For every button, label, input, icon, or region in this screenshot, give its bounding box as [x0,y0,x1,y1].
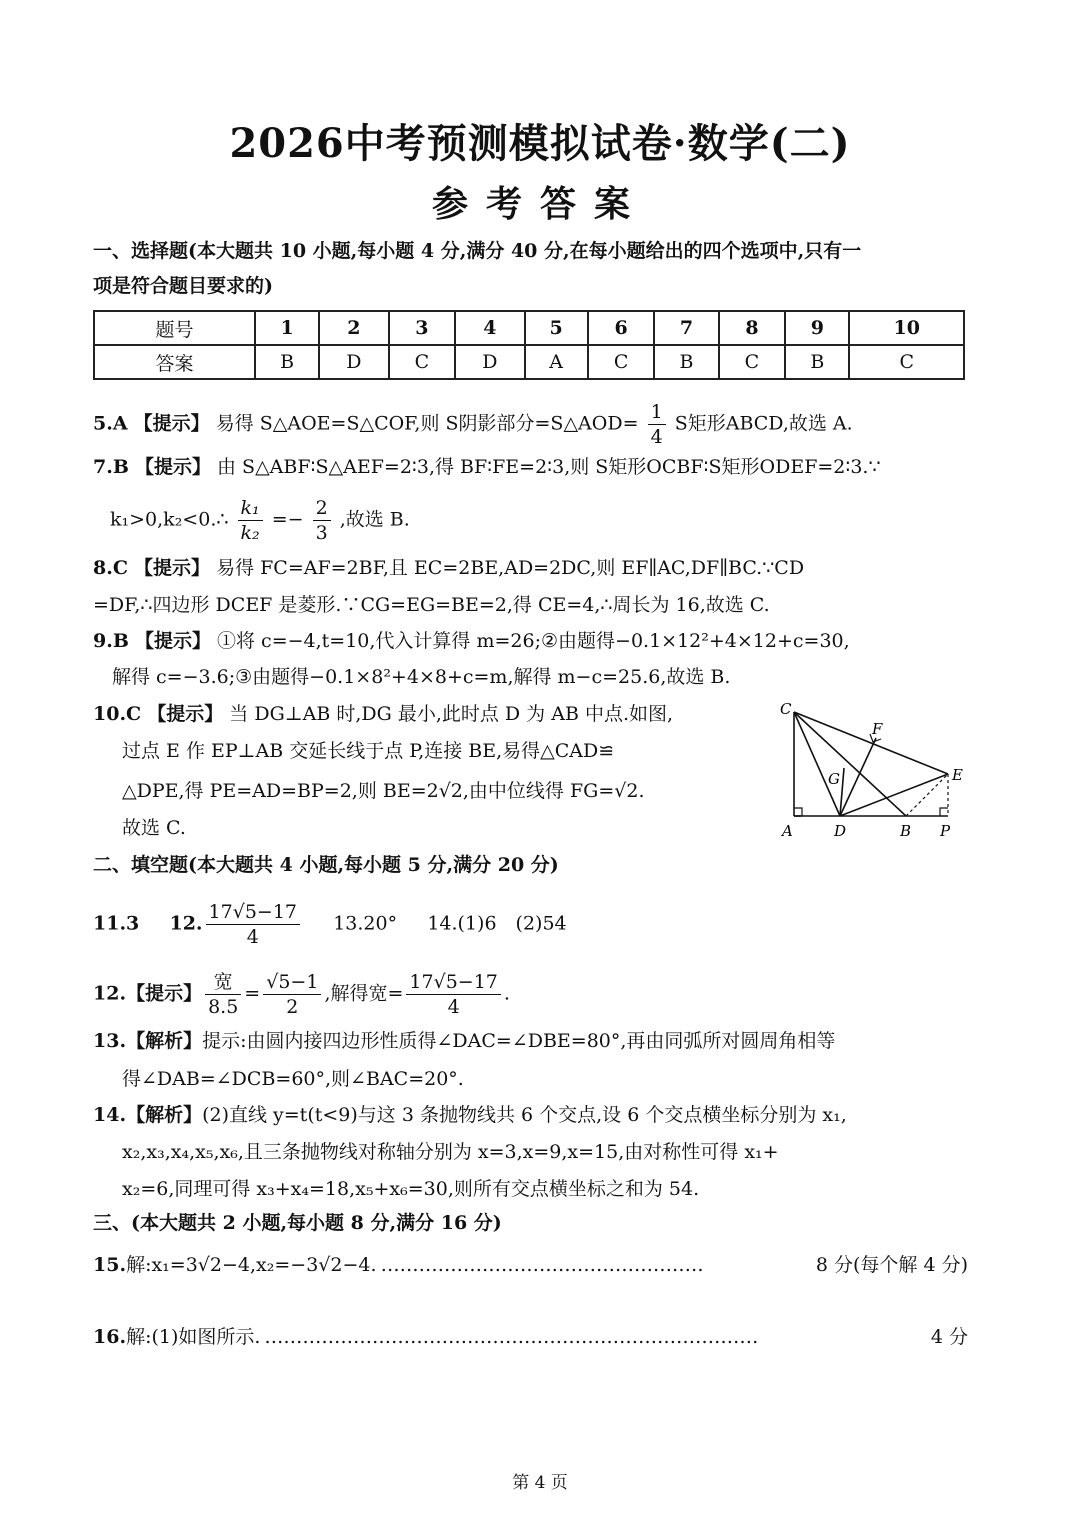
segment-be [906,774,948,816]
q13-text-line1: 提示:由圆内接四边形性质得∠DAC=∠DBE=80°,再由同弧所对圆周角相等 [202,1030,836,1052]
q5-text-a: 易得 S△AOE=S△COF,则 S阴影部分=S△AOD= [215,412,639,435]
label-g: G [828,770,840,788]
q5-frac-num: 1 [648,400,666,425]
q15-dot-leader: …………………………………………… [380,1254,704,1276]
q16-score: 4 分 [930,1326,968,1348]
page-number: 第 4 页 [512,1473,568,1493]
q14-line3: x₂=6,同理可得 x₃+x₄=18,x₅+x₆=30,则所有交点横坐标之和为 54. [122,1178,700,1200]
q7-frac2-num: 2 [313,496,331,521]
answer-table-answer-row [94,345,964,379]
q8-number: 8.C [93,557,128,579]
q7-frac1-den: k₂ [240,522,260,544]
section2-answers [93,900,968,949]
question-cell: 3 [389,311,456,345]
q10-line1 [93,699,780,729]
q9-line1 [93,626,968,656]
section2-heading: 二、填空题(本大题共 4 小题,每小题 5 分,满分 20 分) [93,854,559,876]
section3-heading: 三、(本大题共 2 小题,每小题 8 分,满分 16 分) [93,1212,502,1234]
q5-hint-label: 【提示】 [133,412,210,435]
q7-text-mid: =− [271,508,304,531]
label-a: A [782,822,793,840]
q16-number: 16. [93,1326,127,1348]
label-d: D [834,822,847,840]
q10-line3: △DPE,得 PE=AD=BP=2,则 BE=2√2,由中位线得 FG=√2. [122,780,645,802]
row-label-question: 题号 [94,311,255,345]
q8-text-line1: 易得 FC=AF=2BF,且 EC=2BE,AD=2DC,则 EF∥AC,DF∥BC.∵CD [216,557,805,579]
q7-text-line1: 由 S△ABF∶S△AEF=2∶3,得 BF∶FE=2∶3,则 S矩形OCBF∶S矩形ODEF=2∶3.∵ [217,456,881,478]
question-cell: 2 [319,311,388,345]
page-subtitle: 参考答案 [431,183,648,225]
q12-frac2-num: √5−1 [263,970,321,995]
right-angle-a [794,808,802,816]
q12-equals: = [244,982,261,1005]
section1-heading-line2: 项是符合题目要求的) [93,275,273,297]
answer-13: 13.20° [333,912,398,935]
answer-table-question-row [94,311,964,345]
q8-line1 [93,553,968,583]
label-c: C [780,700,792,718]
answer-table [93,310,965,380]
q7-frac1-num: k₁ [238,496,263,521]
q13-analysis-label: 【解析】 [126,1030,203,1052]
question-cell: 1 [255,311,319,345]
answer-12-num: 17√5−17 [206,900,300,925]
q7-number: 7.B [93,456,129,478]
q5-line [93,400,968,449]
q7-frac2-den: 3 [315,522,328,544]
q13-line1 [93,1026,968,1056]
answer-cell: B [255,345,319,379]
answer-cell: B [785,345,849,379]
question-cell: 6 [588,311,655,345]
answer-cell: D [455,345,524,379]
answer-12-fraction [206,900,300,949]
segment-cb [794,712,906,816]
label-b: B [900,822,912,840]
q12-frac2-den: 2 [286,996,299,1018]
q14-line2: x₂,x₃,x₄,x₅,x₆,且三条抛物线对称轴分别为 x=3,x=9,x=15,由对称性可得 x₁+ [122,1141,779,1163]
q16-dot-leader: …………………………………………………………………… [264,1326,759,1348]
q9-number: 9.B [93,630,129,652]
label-e: E [952,766,963,784]
q12-frac1-num: 宽 [205,970,241,995]
answer-12-number: 12. [169,912,203,935]
q12-number: 12. [93,982,127,1005]
answer-cell: B [654,345,718,379]
q8-line2: =DF,∴四边形 DCEF 是菱形.∵CG=EG=BE=2,得 CE=4,∴周长为 16,故选 C. [93,594,770,616]
q5-frac-den: 4 [650,426,663,448]
q5-number: 5.A [93,412,128,435]
q8-hint-label: 【提示】 [134,557,211,579]
q7-fraction-k [238,496,263,545]
q10-hint-label: 【提示】 [147,703,224,725]
q12-text-mid: ,解得宽= [324,982,404,1005]
question-cell: 8 [719,311,786,345]
answer-cell: C [849,345,964,379]
q9-hint-label: 【提示】 [134,630,211,652]
q15-score: 8 分(每个解 4 分) [815,1254,968,1276]
answer-cell: C [389,345,456,379]
q10-number: 10.C [93,703,142,725]
q16-line [93,1322,968,1352]
q12-fraction-golden [263,970,321,1019]
answer-11: 11.3 [93,912,140,935]
page-title: 2026中考预测模拟试卷·数学(二) [229,120,851,167]
label-p: P [940,822,951,840]
q12-end: . [503,982,510,1005]
answer-cell: C [719,345,786,379]
q5-fraction [648,400,666,449]
q7-line1 [93,452,968,482]
q7-text-line2a: k₁>0,k₂<0.∴ [110,508,229,531]
question-cell: 7 [654,311,718,345]
q12-frac3-den: 4 [447,996,460,1018]
answer-cell: A [525,345,588,379]
row-label-answer: 答案 [94,345,255,379]
q9-text-line1: ①将 c=−4,t=10,代入计算得 m=26;②由题得−0.1×12²+4×12+c=30, [217,630,850,652]
q14-analysis-label: 【解析】 [126,1104,203,1126]
question-cell: 5 [525,311,588,345]
q13-line2: 得∠DAB=∠DCB=60°,则∠BAC=20°. [122,1068,464,1090]
q16-text: 解:(1)如图所示. [126,1326,261,1348]
q10-text-line1: 当 DG⊥AB 时,DG 最小,此时点 D 为 AB 中点.如图, [229,703,674,725]
q14-text-line1: (2)直线 y=t(t<9)与这 3 条抛物线共 6 个交点,设 6 个交点横坐标分别为 x₁, [202,1104,847,1126]
q12-hint-label: 【提示】 [126,982,203,1005]
q7-text-line2b: ,故选 B. [339,508,410,531]
q10-line2: 过点 E 作 EP⊥AB 交延长线于点 P,连接 BE,易得△CAD≌ [122,740,615,762]
q12-frac1-den: 8.5 [208,996,239,1018]
q12-frac3-num: 17√5−17 [406,970,500,995]
section1-heading-line1: 一、选择题(本大题共 10 小题,每小题 4 分,满分 40 分,在每小题给出的四个选项中,只有一 [93,240,862,262]
answer-12-den: 4 [246,926,259,948]
q12-fraction-result [406,970,500,1019]
q10-line4: 故选 C. [122,817,186,839]
q7-line2 [110,496,968,545]
q15-text: 解:x₁=3√2−4,x₂=−3√2−4. [126,1254,377,1276]
answer-14: 14.(1)6 (2)54 [427,912,567,935]
q7-hint-label: 【提示】 [134,456,211,478]
question-cell: 10 [849,311,964,345]
q9-line2: 解得 c=−3.6;③由题得−0.1×8²+4×8+c=m,解得 m−c=25.6,故选 B. [112,666,731,688]
question-cell: 4 [455,311,524,345]
q12-line [93,970,968,1019]
q13-number: 13. [93,1030,127,1052]
q7-fraction-23 [313,496,331,545]
q10-geometry-diagram [778,700,978,850]
q5-text-b: S矩形ABCD,故选 A. [674,412,853,435]
right-angle-p [940,808,948,816]
answer-cell: C [588,345,655,379]
q12-fraction-width [205,970,241,1019]
q14-line1 [93,1100,968,1130]
q15-line [93,1250,968,1280]
q15-number: 15. [93,1254,127,1276]
question-cell: 9 [785,311,849,345]
label-f: F [872,720,883,738]
answer-cell: D [319,345,388,379]
q14-number: 14. [93,1104,127,1126]
